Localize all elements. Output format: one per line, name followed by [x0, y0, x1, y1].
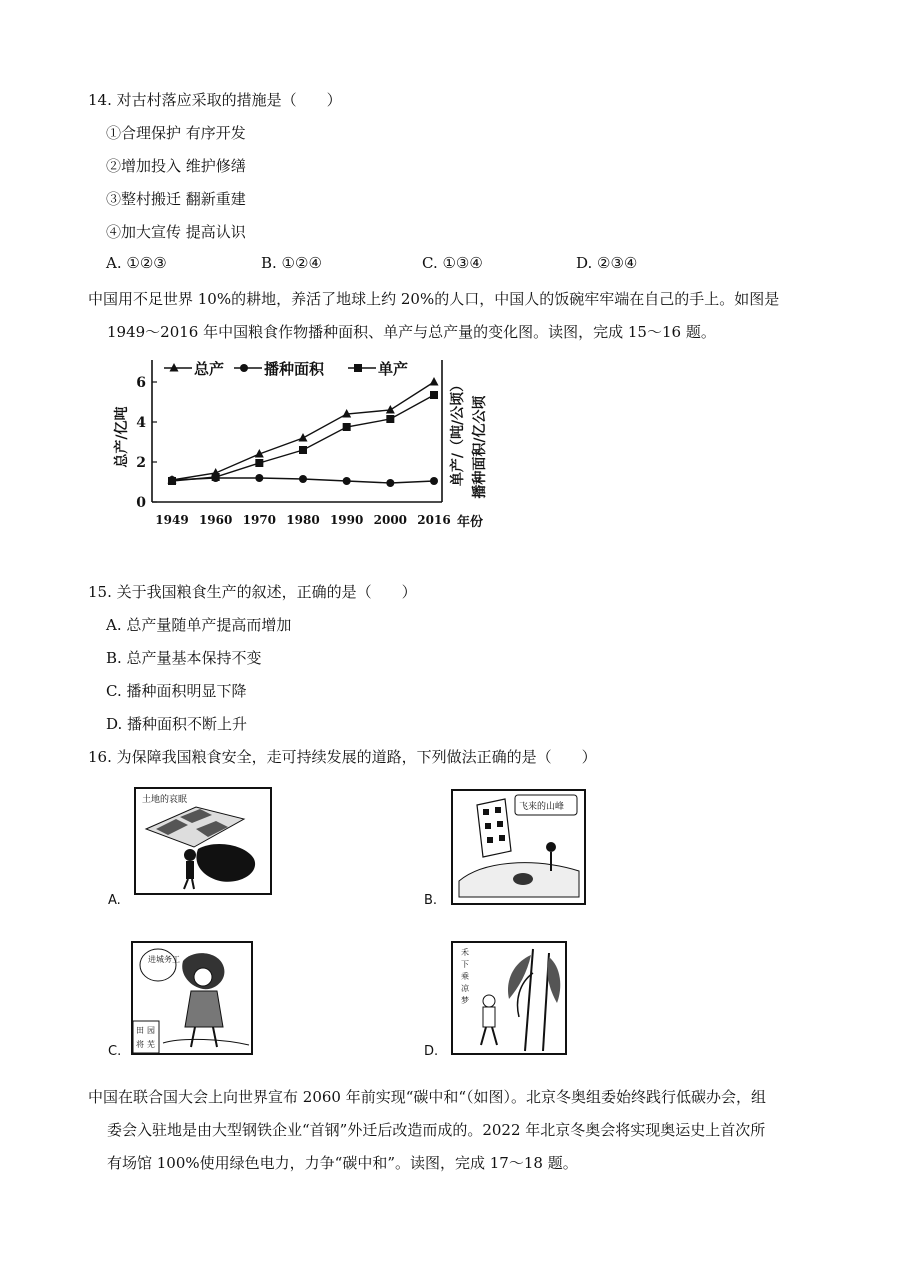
- chart-x-tick-label: 2016: [417, 513, 451, 527]
- chart-right-axis-label-2: 播种面积/亿公顷: [472, 395, 488, 499]
- chart-point-0: [430, 377, 439, 386]
- chart-point-2: [168, 477, 176, 485]
- q15-option-d[interactable]: D. 播种面积不断上升: [106, 715, 248, 733]
- cartoon-b-bubble: 飞来的山峰: [519, 802, 565, 812]
- q14-stem: 14. 对古村落应采取的措施是（ ）: [88, 91, 342, 109]
- intro-17-line-2: 委会入驻地是由大型钢铁企业“首钢”外迁后改造而成的。2022 年北京冬奥会将实现奥运史上首次所: [107, 1121, 766, 1139]
- q15-option-a[interactable]: A. 总产量随单产提高而增加: [106, 616, 292, 634]
- chart-y-tick-label: 6: [136, 375, 146, 391]
- cartoon-a-drawing: [136, 789, 270, 893]
- q14-choices: [106, 254, 666, 276]
- cartoon-c-sign-4: 芜: [147, 1040, 155, 1049]
- cartoon-a[interactable]: [134, 787, 272, 895]
- chart-point-2: [386, 415, 394, 423]
- cartoon-d-label: D.: [424, 1044, 439, 1059]
- cartoon-b-label: B.: [424, 893, 438, 908]
- chart-legend-marker-2: [354, 364, 362, 372]
- cartoon-c-drawing: [133, 943, 251, 1053]
- cartoon-b[interactable]: [451, 789, 586, 905]
- chart-point-2: [430, 391, 438, 399]
- cartoon-a-label: A.: [108, 893, 121, 908]
- q15-option-c[interactable]: C. 播种面积明显下降: [106, 682, 247, 700]
- chart-series-line-0: [172, 382, 434, 480]
- chart-point-1: [299, 475, 307, 483]
- intro-17-line-3: 有场馆 100%使用绿色电力，力争“碳中和”。读图，完成 17～18 题。: [107, 1154, 578, 1172]
- chart-x-tick-label: 1949: [155, 513, 189, 527]
- cartoon-c-sign-2: 园: [147, 1026, 155, 1035]
- chart-y-axis-label: 总产/亿吨: [114, 406, 130, 468]
- chart-legend-marker-0: [170, 363, 179, 372]
- chart-x-tick-label: 2000: [373, 513, 408, 527]
- chart-legend-marker-1: [240, 364, 248, 372]
- q14-choice-a[interactable]: A. ①②③: [106, 254, 167, 272]
- q14-item-1: ①合理保护 有序开发: [106, 124, 246, 142]
- q15-stem: 15. 关于我国粮食生产的叙述，正确的是（ ）: [88, 583, 417, 601]
- chart-legend-label-2: 单产: [378, 360, 409, 378]
- chart-point-1: [255, 474, 263, 482]
- chart-point-0: [386, 405, 395, 414]
- q14-item-4: ④加大宣传 提高认识: [106, 223, 246, 241]
- chart-y-tick-label: 4: [136, 415, 146, 431]
- cartoon-d-text: 禾 下 乘 凉 梦: [461, 948, 469, 1005]
- cartoon-d[interactable]: [451, 941, 567, 1055]
- chart-right-axis-label-1: 单产/（吨/公顷）: [450, 377, 466, 487]
- chart-point-1: [386, 479, 394, 487]
- grain-production-chart: [112, 352, 498, 542]
- q14-choice-c[interactable]: C. ①③④: [422, 254, 483, 272]
- cartoon-c-sign-3: 将: [136, 1040, 144, 1049]
- cartoon-c-sign-1: 田: [136, 1026, 144, 1035]
- chart-x-tick-label: 1980: [286, 513, 320, 527]
- q14-choice-b[interactable]: B. ①②④: [261, 254, 322, 272]
- q16-stem: 16. 为保障我国粮食安全，走可持续发展的道路，下列做法正确的是（ ）: [88, 748, 597, 766]
- intro-15-line-2: 1949～2016 年中国粮食作物播种面积、单产与总产量的变化图。读图，完成 15～16 题。: [107, 323, 716, 341]
- cartoon-c-bubble: 进城务工: [148, 955, 180, 964]
- chart-point-0: [299, 433, 308, 442]
- chart-legend-label-0: 总产: [194, 360, 225, 378]
- cartoon-c-label: C.: [108, 1044, 122, 1059]
- intro-15-16: [88, 283, 833, 349]
- intro-17-18: [88, 1081, 833, 1180]
- chart-x-axis-label: 年份: [456, 515, 484, 530]
- chart-x-tick-label: 1970: [242, 513, 277, 527]
- chart-point-1: [343, 477, 351, 485]
- chart-x-tick-label: 1990: [329, 513, 364, 527]
- chart-point-2: [299, 446, 307, 454]
- q15-option-b[interactable]: B. 总产量基本保持不变: [106, 649, 262, 667]
- cartoon-d-drawing: [453, 943, 565, 1053]
- cartoon-b-drawing: [453, 791, 584, 903]
- cartoon-c[interactable]: [131, 941, 253, 1055]
- chart-legend-label-1: 播种面积: [264, 360, 325, 378]
- intro-17-line-1: 中国在联合国大会上向世界宣布 2060 年前实现“碳中和“（如图）。北京冬奥组委始终践行低碳办会，组: [88, 1088, 767, 1106]
- chart-x-tick-label: 1960: [198, 513, 233, 527]
- chart-point-2: [255, 459, 263, 467]
- q14-choice-d[interactable]: D. ②③④: [576, 254, 638, 272]
- intro-15-line-1: 中国用不足世界 10%的耕地，养活了地球上约 20%的人口，中国人的饭碗牢牢端在自己的手上。如图是: [88, 290, 780, 308]
- chart-svg: [112, 352, 498, 542]
- chart-y-tick-label: 0: [136, 495, 146, 511]
- chart-point-2: [343, 423, 351, 431]
- chart-point-2: [212, 473, 220, 481]
- cartoon-a-title: 土地的哀眠: [142, 795, 188, 805]
- chart-y-tick-label: 2: [136, 455, 146, 471]
- q14-item-3: ③整村搬迁 翻新重建: [106, 190, 246, 208]
- q14-item-2: ②增加投入 维护修缮: [106, 157, 246, 175]
- chart-point-1: [430, 477, 438, 485]
